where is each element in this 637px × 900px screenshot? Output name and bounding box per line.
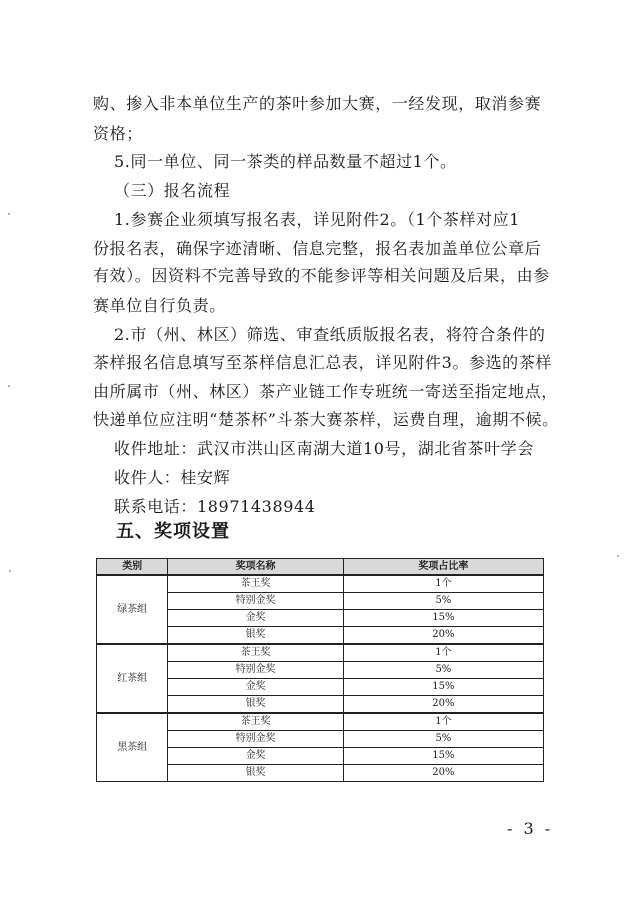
page-number: - 3 - [507,819,554,838]
table-header-row [97,559,544,576]
header-category: 类别 [97,559,168,576]
award-name-cell: 特别金奖 [168,731,343,748]
paragraph-line: 有效）。因资料不完善导致的不能参评等相关问题及后果，由参 [93,266,550,285]
award-ratio-cell: 5% [343,731,543,748]
scan-speck [617,555,619,557]
award-ratio-cell: 15% [343,748,543,765]
scan-speck [9,570,11,572]
paragraph-line: 5.同一单位、同一茶类的样品数量不超过1个。 [114,152,457,171]
award-name-cell: 茶王奖 [168,575,343,593]
header-award-name: 奖项名称 [168,559,343,576]
award-name-cell: 金奖 [168,748,343,765]
award-ratio-cell: 1个 [343,575,543,593]
award-ratio-cell: 15% [343,610,543,627]
table-row [97,713,544,731]
category-cell: 红茶组 [97,644,168,713]
award-name-cell: 特别金奖 [168,593,343,610]
award-name-cell: 金奖 [168,679,343,696]
award-name-cell: 茶王奖 [168,644,343,662]
paragraph-line: 赛单位自行负责。 [93,296,226,315]
award-name-cell: 银奖 [168,627,343,645]
scan-speck [8,213,10,215]
recipient-address: 收件地址：武汉市洪山区南湖大道10号，湖北省茶叶学会 [114,439,534,458]
contact-phone: 联系电话：18971438944 [114,497,316,516]
award-ratio-cell: 5% [343,593,543,610]
award-name-cell: 茶王奖 [168,713,343,731]
scan-speck [8,385,10,387]
award-ratio-cell: 20% [343,765,543,782]
award-ratio-cell: 1个 [343,713,543,731]
paragraph-line: 快递单位应注明“楚茶杯”斗茶大赛茶样，运费自理，逾期不候。 [93,410,559,429]
paragraph-line: 购、掺入非本单位生产的茶叶参加大赛，一经发现，取消参赛 [93,94,542,113]
section-heading-awards: 五、奖项设置 [116,521,230,542]
award-name-cell: 特别金奖 [168,662,343,679]
paragraph-line: 1.参赛企业须填写报名表，详见附件2。（1个茶样对应1 [114,210,521,229]
award-ratio-cell: 5% [343,662,543,679]
award-name-cell: 金奖 [168,610,343,627]
award-ratio-cell: 15% [343,679,543,696]
paragraph-line: 由所属市（州、林区）茶产业链工作专班统一寄送至指定地点， [93,382,558,401]
award-ratio-cell: 20% [343,627,543,645]
paragraph-line: 资格； [93,124,143,143]
award-name-cell: 银奖 [168,765,343,782]
subheading-registration: （三）报名流程 [114,181,231,200]
table-row [97,644,544,662]
table-row [97,575,544,593]
recipient-name: 收件人：桂安辉 [114,468,231,487]
header-award-ratio: 奖项占比率 [343,559,543,576]
paragraph-line: 茶样报名信息填写至茶样信息汇总表，详见附件3。参选的茶样 [93,353,552,372]
category-cell: 绿茶组 [97,575,168,644]
paragraph-line: 份报名表，确保字迹清晰、信息完整，报名表加盖单位公章后 [93,239,542,258]
award-ratio-cell: 1个 [343,644,543,662]
category-cell: 黑茶组 [97,713,168,782]
awards-table [96,558,544,782]
paragraph-line: 2.市（州、林区）筛选、审查纸质版报名表，将符合条件的 [114,325,546,344]
award-name-cell: 银奖 [168,696,343,714]
award-ratio-cell: 20% [343,696,543,714]
